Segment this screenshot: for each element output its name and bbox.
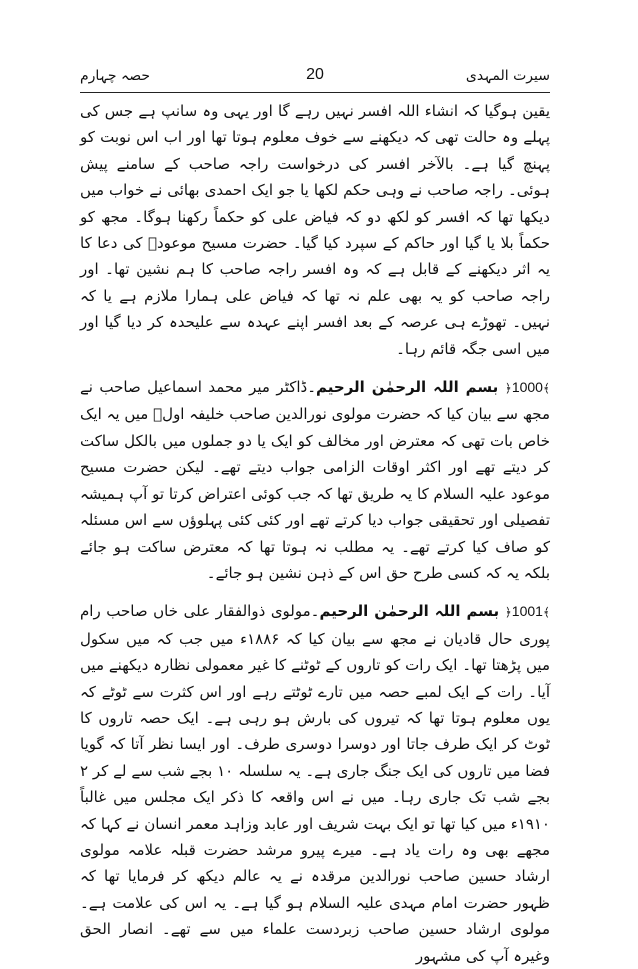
body-text xyxy=(80,98,550,969)
book-title: سیرت المہدی xyxy=(465,68,550,84)
header-divider xyxy=(80,92,550,93)
page-number: 20 xyxy=(306,66,324,83)
paragraph-text: یقین ہوگیا کہ انشاء اللہ افسر نہیں رہے گا اور یہی وہ سانپ ہے جس کی پہلے وہ حالت تھی کہ دیکھنے سے خوف معلوم ہوتا تھا اور اب اس نوبت کو پہنچ گیا ہے۔ بالآخر افسر کی درخواست راجہ صاحب کے سامنے پیش ہوئی۔ راجہ صاحب نے وہی حکم لکھا یا جو ایک احمدی بھائی نے خواب میں دیکھا تھا کہ افسر کو لکھ دو کہ فیاض علی کو حکماً رکھنا ہوگا۔ مجھ کو حکماً بلا یا گیا اور حاکم کے سپرد کیا گیا۔ حضرت مسیح موعودؑ کی دعا کا یہ اثر دیکھنے کے قابل ہے کہ وہ افسر راجہ صاحب کا ہم نشین تھا۔ اور راجہ صاحب کو یہ بھی علم نہ تھا کہ فیاض علی ہمارا ملازم ہے یا کہ نہیں۔ تھوڑے ہی عرصہ کے بعد افسر اپنے عہدہ سے علیحدہ کر دیا گیا اور میں اسی جگہ قائم رہا۔ xyxy=(80,102,550,358)
ornament-open-icon: ﴾ xyxy=(542,381,550,396)
paragraph-1000 xyxy=(80,374,550,586)
paragraph-text: ۔ڈاکٹر میر محمد اسماعیل صاحب نے مجھ سے بیان کیا کہ حضرت مولوی نورالدین صاحب خلیفہ اولؓ میں یہ ایک خاص بات تھی کہ معترض اور مخالف کو ایک یا دو جملوں میں بالکل ساکت کر دیتے تھے اور اکثر اوقات الزامی جواب دیتے تھے۔ لیکن حضرت مسیح موعود علیہ السلام کا یہ طریق تھا کہ جب کوئی اعتراض کرتا تو آپ ہمیشہ تفصیلی اور تحقیقی جواب دیا کرتے تھے اور کئی کئی پہلوؤں سے اس مسئلہ کو صاف کیا کرتے تھے۔ یہ مطلب نہ ہوتا تھا کہ معترض ساکت ہو جائے بلکہ یہ کہ کسی طرح حق اس کے ذہن نشین ہو جائے۔ xyxy=(80,378,550,582)
bismillah: بسم اللہ الرحمٰن الرحیم xyxy=(319,602,500,621)
ornament-close-icon: ﴿ xyxy=(504,381,512,396)
bismillah: بسم اللہ الرحمٰن الرحیم xyxy=(316,378,499,397)
volume-title: حصہ چہارم xyxy=(80,68,150,84)
narration-number: 1000 xyxy=(511,379,543,396)
narration-number: 1001 xyxy=(511,603,543,620)
paragraph-1001 xyxy=(80,598,550,969)
ornament-open-icon: ﴾ xyxy=(542,605,550,620)
running-header xyxy=(80,66,550,88)
paragraph-text: ۔مولوی ذوالفقار علی خاں صاحب رام پوری حال قادیان نے مجھ سے بیان کیا کہ ۱۸۸۶ء میں جب کہ میں سکول میں پڑھتا تھا۔ ایک رات کو تاروں کے ٹوٹنے کا غیر معمولی نظارہ دیکھنے میں آیا۔ رات کے ایک لمبے حصہ میں تارے ٹوٹتے رہے اور اس کثرت سے ٹوٹے کہ یوں معلوم ہوتا تھا کہ تیروں کی بارش ہو رہی ہے۔ ایک حصہ تاروں کا ٹوٹ کر ایک طرف جاتا اور دوسرا دوسری طرف۔ اور ایسا نظر آتا کہ گویا فضا میں تاروں کی ایک جنگ جاری ہے۔ یہ سلسلہ ۱۰ بجے شب سے لے کر ۲ بجے شب تک جاری رہا۔ میں نے اس واقعہ کا ذکر ایک مجلس میں غالباً ۱۹۱۰ء میں کیا تھا تو ایک بہت شریف اور عابد وزاہد معمر انسان نے کہا کہ مجھے بھی وہ رات یاد ہے۔ میرے پیرو مرشد حضرت قبلہ علامہ مولوی ارشاد حسین صاحب نورالدین مرقدہ نے یہ عالم دیکھ کر فرمایا تھا کہ ظہور حضرت امام مہدی علیہ السلام ہو گیا ہے۔ یہ اس کی علامت ہے۔ مولوی ارشاد حسین صاحب زبردست علماء میں سے تھے۔ انصار الحق وغیرہ آپ کی مشہور xyxy=(80,602,550,965)
ornament-close-icon: ﴿ xyxy=(504,605,512,620)
paragraph-continuation xyxy=(80,98,550,362)
